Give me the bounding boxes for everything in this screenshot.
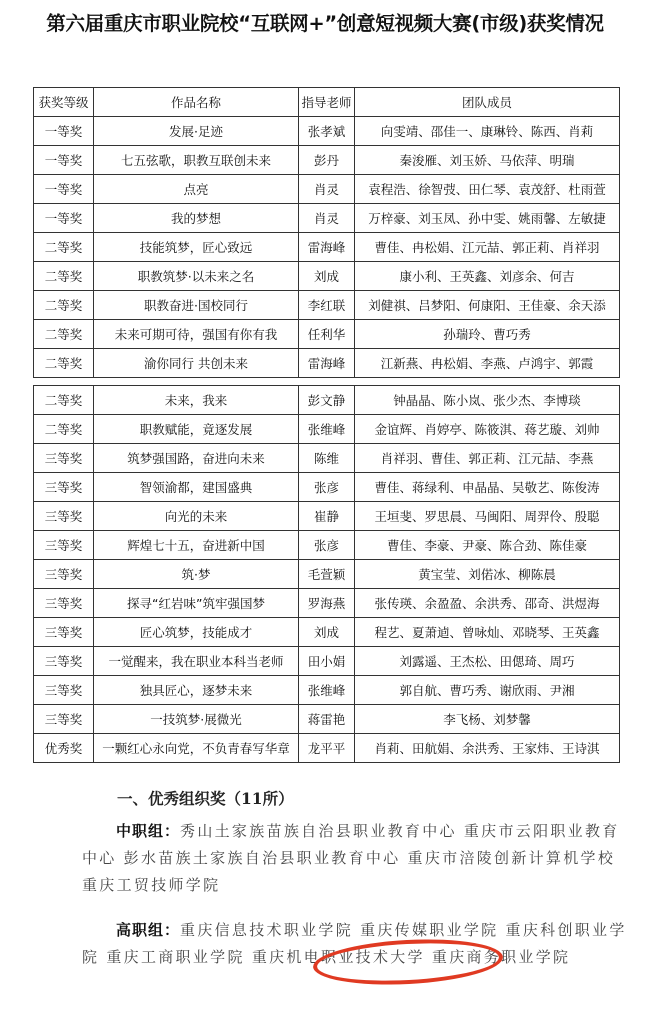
cell-work-title: 未来，我来 bbox=[94, 386, 299, 415]
cell-award-level: 三等奖 bbox=[34, 473, 94, 502]
cell-team-members: 曹佳、蒋绿利、申晶晶、吴敬艺、陈俊涛 bbox=[355, 473, 620, 502]
cell-work-title: 智领渝都，建国盛典 bbox=[94, 473, 299, 502]
cell-advisor: 张维峰 bbox=[299, 415, 355, 444]
cell-advisor: 雷海峰 bbox=[299, 233, 355, 262]
table-row bbox=[34, 233, 620, 262]
cell-award-level: 二等奖 bbox=[34, 415, 94, 444]
cell-work-title: 独具匠心，逐梦未来 bbox=[94, 676, 299, 705]
cell-team-members: 王垣斐、罗思晨、马闽阳、周羿伶、殷聪 bbox=[355, 502, 620, 531]
cell-team-members: 肖祥羽、曹佳、郭正莉、江元喆、李燕 bbox=[355, 444, 620, 473]
table-row bbox=[34, 560, 620, 589]
cell-work-title: 职教赋能，竟逐发展 bbox=[94, 415, 299, 444]
cell-team-members: 万梓豪、刘玉凤、孙中雯、姚雨馨、左敏捷 bbox=[355, 204, 620, 233]
table-row bbox=[34, 386, 620, 415]
cell-work-title: 发展·足迹 bbox=[94, 117, 299, 146]
cell-team-members: 康小利、王英鑫、刘彦余、何吉 bbox=[355, 262, 620, 291]
header-award-level: 获奖等级 bbox=[34, 88, 94, 117]
cell-advisor: 张维峰 bbox=[299, 676, 355, 705]
cell-work-title: 一技筑梦·展微光 bbox=[94, 705, 299, 734]
cell-award-level: 三等奖 bbox=[34, 647, 94, 676]
cell-work-title: 探寻“红岩味”筑牢强国梦 bbox=[94, 589, 299, 618]
cell-work-title: 我的梦想 bbox=[94, 204, 299, 233]
cell-award-level: 二等奖 bbox=[34, 233, 94, 262]
cell-advisor: 任利华 bbox=[299, 320, 355, 349]
cell-team-members: 肖莉、田航娟、余洪秀、王家炜、王诗淇 bbox=[355, 734, 620, 763]
cell-work-title: 技能筑梦，匠心致远 bbox=[94, 233, 299, 262]
cell-work-title: 点亮 bbox=[94, 175, 299, 204]
cell-team-members: 秦浚雁、刘玉娇、马依萍、明瑞 bbox=[355, 146, 620, 175]
table-row bbox=[34, 146, 620, 175]
page-title: 第六届重庆市职业院校“互联网+”创意短视频大赛(市级)获奖情况 bbox=[46, 12, 604, 35]
cell-team-members: 郭自航、曹巧秀、谢欣雨、尹湘 bbox=[355, 676, 620, 705]
org-award-heading: 一、优秀组织奖（11所） bbox=[117, 789, 294, 808]
cell-award-level: 三等奖 bbox=[34, 531, 94, 560]
table-row bbox=[34, 531, 620, 560]
higher-group-schools: 重庆信息技术职业学院 重庆传媒职业学院 重庆科创职业学院 重庆工商职业学院 重庆机电职业技术大学 重庆商务职业学院 bbox=[82, 921, 627, 966]
cell-work-title: 渝你同行 共创未来 bbox=[94, 349, 299, 378]
header-advisor: 指导老师 bbox=[299, 88, 355, 117]
secondary-group-label: 中职组： bbox=[116, 822, 181, 840]
cell-team-members: 黄宝莹、刘偌冰、柳陈晨 bbox=[355, 560, 620, 589]
cell-work-title: 辉煌七十五，奋进新中国 bbox=[94, 531, 299, 560]
cell-advisor: 张孝斌 bbox=[299, 117, 355, 146]
cell-team-members: 曹佳、冉松娟、江元喆、郭正莉、肖祥羽 bbox=[355, 233, 620, 262]
table-row bbox=[34, 320, 620, 349]
cell-advisor: 彭丹 bbox=[299, 146, 355, 175]
header-work-title: 作品名称 bbox=[94, 88, 299, 117]
header-team-members: 团队成员 bbox=[355, 88, 620, 117]
cell-advisor: 罗海燕 bbox=[299, 589, 355, 618]
cell-team-members: 刘露遥、王杰松、田偲琦、周巧 bbox=[355, 647, 620, 676]
secondary-group-paragraph bbox=[82, 818, 627, 899]
cell-advisor: 蒋雷艳 bbox=[299, 705, 355, 734]
table-row bbox=[34, 117, 620, 146]
cell-award-level: 三等奖 bbox=[34, 502, 94, 531]
table-row bbox=[34, 647, 620, 676]
cell-advisor: 张彦 bbox=[299, 473, 355, 502]
cell-team-members: 金谊辉、肖婷亭、陈筱淇、蒋艺璇、刘帅 bbox=[355, 415, 620, 444]
cell-award-level: 三等奖 bbox=[34, 676, 94, 705]
table-row bbox=[34, 444, 620, 473]
table-header-row bbox=[34, 88, 620, 117]
table-row bbox=[34, 349, 620, 378]
cell-work-title: 向光的未来 bbox=[94, 502, 299, 531]
table-row bbox=[34, 291, 620, 320]
cell-advisor: 肖灵 bbox=[299, 175, 355, 204]
cell-award-level: 二等奖 bbox=[34, 349, 94, 378]
cell-advisor: 田小娟 bbox=[299, 647, 355, 676]
cell-advisor: 李红联 bbox=[299, 291, 355, 320]
cell-award-level: 二等奖 bbox=[34, 320, 94, 349]
cell-work-title: 一觉醒来，我在职业本科当老师 bbox=[94, 647, 299, 676]
cell-award-level: 一等奖 bbox=[34, 204, 94, 233]
table-row bbox=[34, 502, 620, 531]
higher-group-label: 高职组： bbox=[116, 921, 181, 939]
cell-work-title: 匠心筑梦，技能成才 bbox=[94, 618, 299, 647]
table-row bbox=[34, 415, 620, 444]
table-row bbox=[34, 262, 620, 291]
table-row bbox=[34, 734, 620, 763]
cell-team-members: 孙瑞玲、曹巧秀 bbox=[355, 320, 620, 349]
cell-award-level: 二等奖 bbox=[34, 262, 94, 291]
cell-award-level: 一等奖 bbox=[34, 146, 94, 175]
cell-team-members: 江新燕、冉松娟、李燕、卢鸿宇、郭霞 bbox=[355, 349, 620, 378]
cell-team-members: 袁程浩、徐智弢、田仁琴、袁茂舒、杜雨萱 bbox=[355, 175, 620, 204]
cell-advisor: 张彦 bbox=[299, 531, 355, 560]
cell-advisor: 崔静 bbox=[299, 502, 355, 531]
cell-award-level: 优秀奖 bbox=[34, 734, 94, 763]
table-row bbox=[34, 589, 620, 618]
cell-team-members: 曹佳、李豪、尹豪、陈合劲、陈佳豪 bbox=[355, 531, 620, 560]
table-row bbox=[34, 204, 620, 233]
cell-advisor: 雷海峰 bbox=[299, 349, 355, 378]
cell-advisor: 陈维 bbox=[299, 444, 355, 473]
cell-advisor: 龙平平 bbox=[299, 734, 355, 763]
cell-award-level: 三等奖 bbox=[34, 618, 94, 647]
table-row bbox=[34, 618, 620, 647]
cell-advisor: 彭文静 bbox=[299, 386, 355, 415]
table-row bbox=[34, 676, 620, 705]
cell-work-title: 未来可期可待，强国有你有我 bbox=[94, 320, 299, 349]
cell-work-title: 职教奋进·国校同行 bbox=[94, 291, 299, 320]
cell-team-members: 钟晶晶、陈小岚、张少杰、李博琰 bbox=[355, 386, 620, 415]
cell-award-level: 一等奖 bbox=[34, 117, 94, 146]
cell-work-title: 筑梦强国路，奋进向未来 bbox=[94, 444, 299, 473]
table-row bbox=[34, 705, 620, 734]
awards-table-part-1 bbox=[33, 87, 620, 378]
cell-advisor: 肖灵 bbox=[299, 204, 355, 233]
cell-team-members: 刘健祺、吕梦阳、何康阳、王佳豪、余天添 bbox=[355, 291, 620, 320]
cell-award-level: 二等奖 bbox=[34, 291, 94, 320]
cell-award-level: 三等奖 bbox=[34, 560, 94, 589]
cell-work-title: 职教筑梦·以未来之名 bbox=[94, 262, 299, 291]
cell-award-level: 三等奖 bbox=[34, 589, 94, 618]
secondary-group-schools: 秀山土家族苗族自治县职业教育中心 重庆市云阳职业教育中心 彭水苗族土家族自治县职业教育中心 重庆市涪陵创新计算机学校 重庆工贸技师学院 bbox=[82, 822, 620, 894]
cell-team-members: 向雯靖、邵佳一、康琳铃、陈西、肖莉 bbox=[355, 117, 620, 146]
cell-team-members: 李飞杨、刘梦馨 bbox=[355, 705, 620, 734]
cell-award-level: 三等奖 bbox=[34, 705, 94, 734]
cell-work-title: 七五弦歌，职教互联创未来 bbox=[94, 146, 299, 175]
table-row bbox=[34, 473, 620, 502]
cell-award-level: 三等奖 bbox=[34, 444, 94, 473]
cell-advisor: 刘成 bbox=[299, 262, 355, 291]
cell-award-level: 一等奖 bbox=[34, 175, 94, 204]
cell-team-members: 张传瑛、余盈盈、余洪秀、邵奇、洪煜海 bbox=[355, 589, 620, 618]
cell-work-title: 筑·梦 bbox=[94, 560, 299, 589]
table-row bbox=[34, 175, 620, 204]
cell-award-level: 二等奖 bbox=[34, 386, 94, 415]
cell-work-title: 一颗红心永向党，不负青春写华章 bbox=[94, 734, 299, 763]
cell-advisor: 毛萱颖 bbox=[299, 560, 355, 589]
cell-team-members: 程艺、夏萧逌、曾咏灿、邓晓琴、王英鑫 bbox=[355, 618, 620, 647]
awards-table-part-2 bbox=[33, 385, 620, 763]
cell-advisor: 刘成 bbox=[299, 618, 355, 647]
